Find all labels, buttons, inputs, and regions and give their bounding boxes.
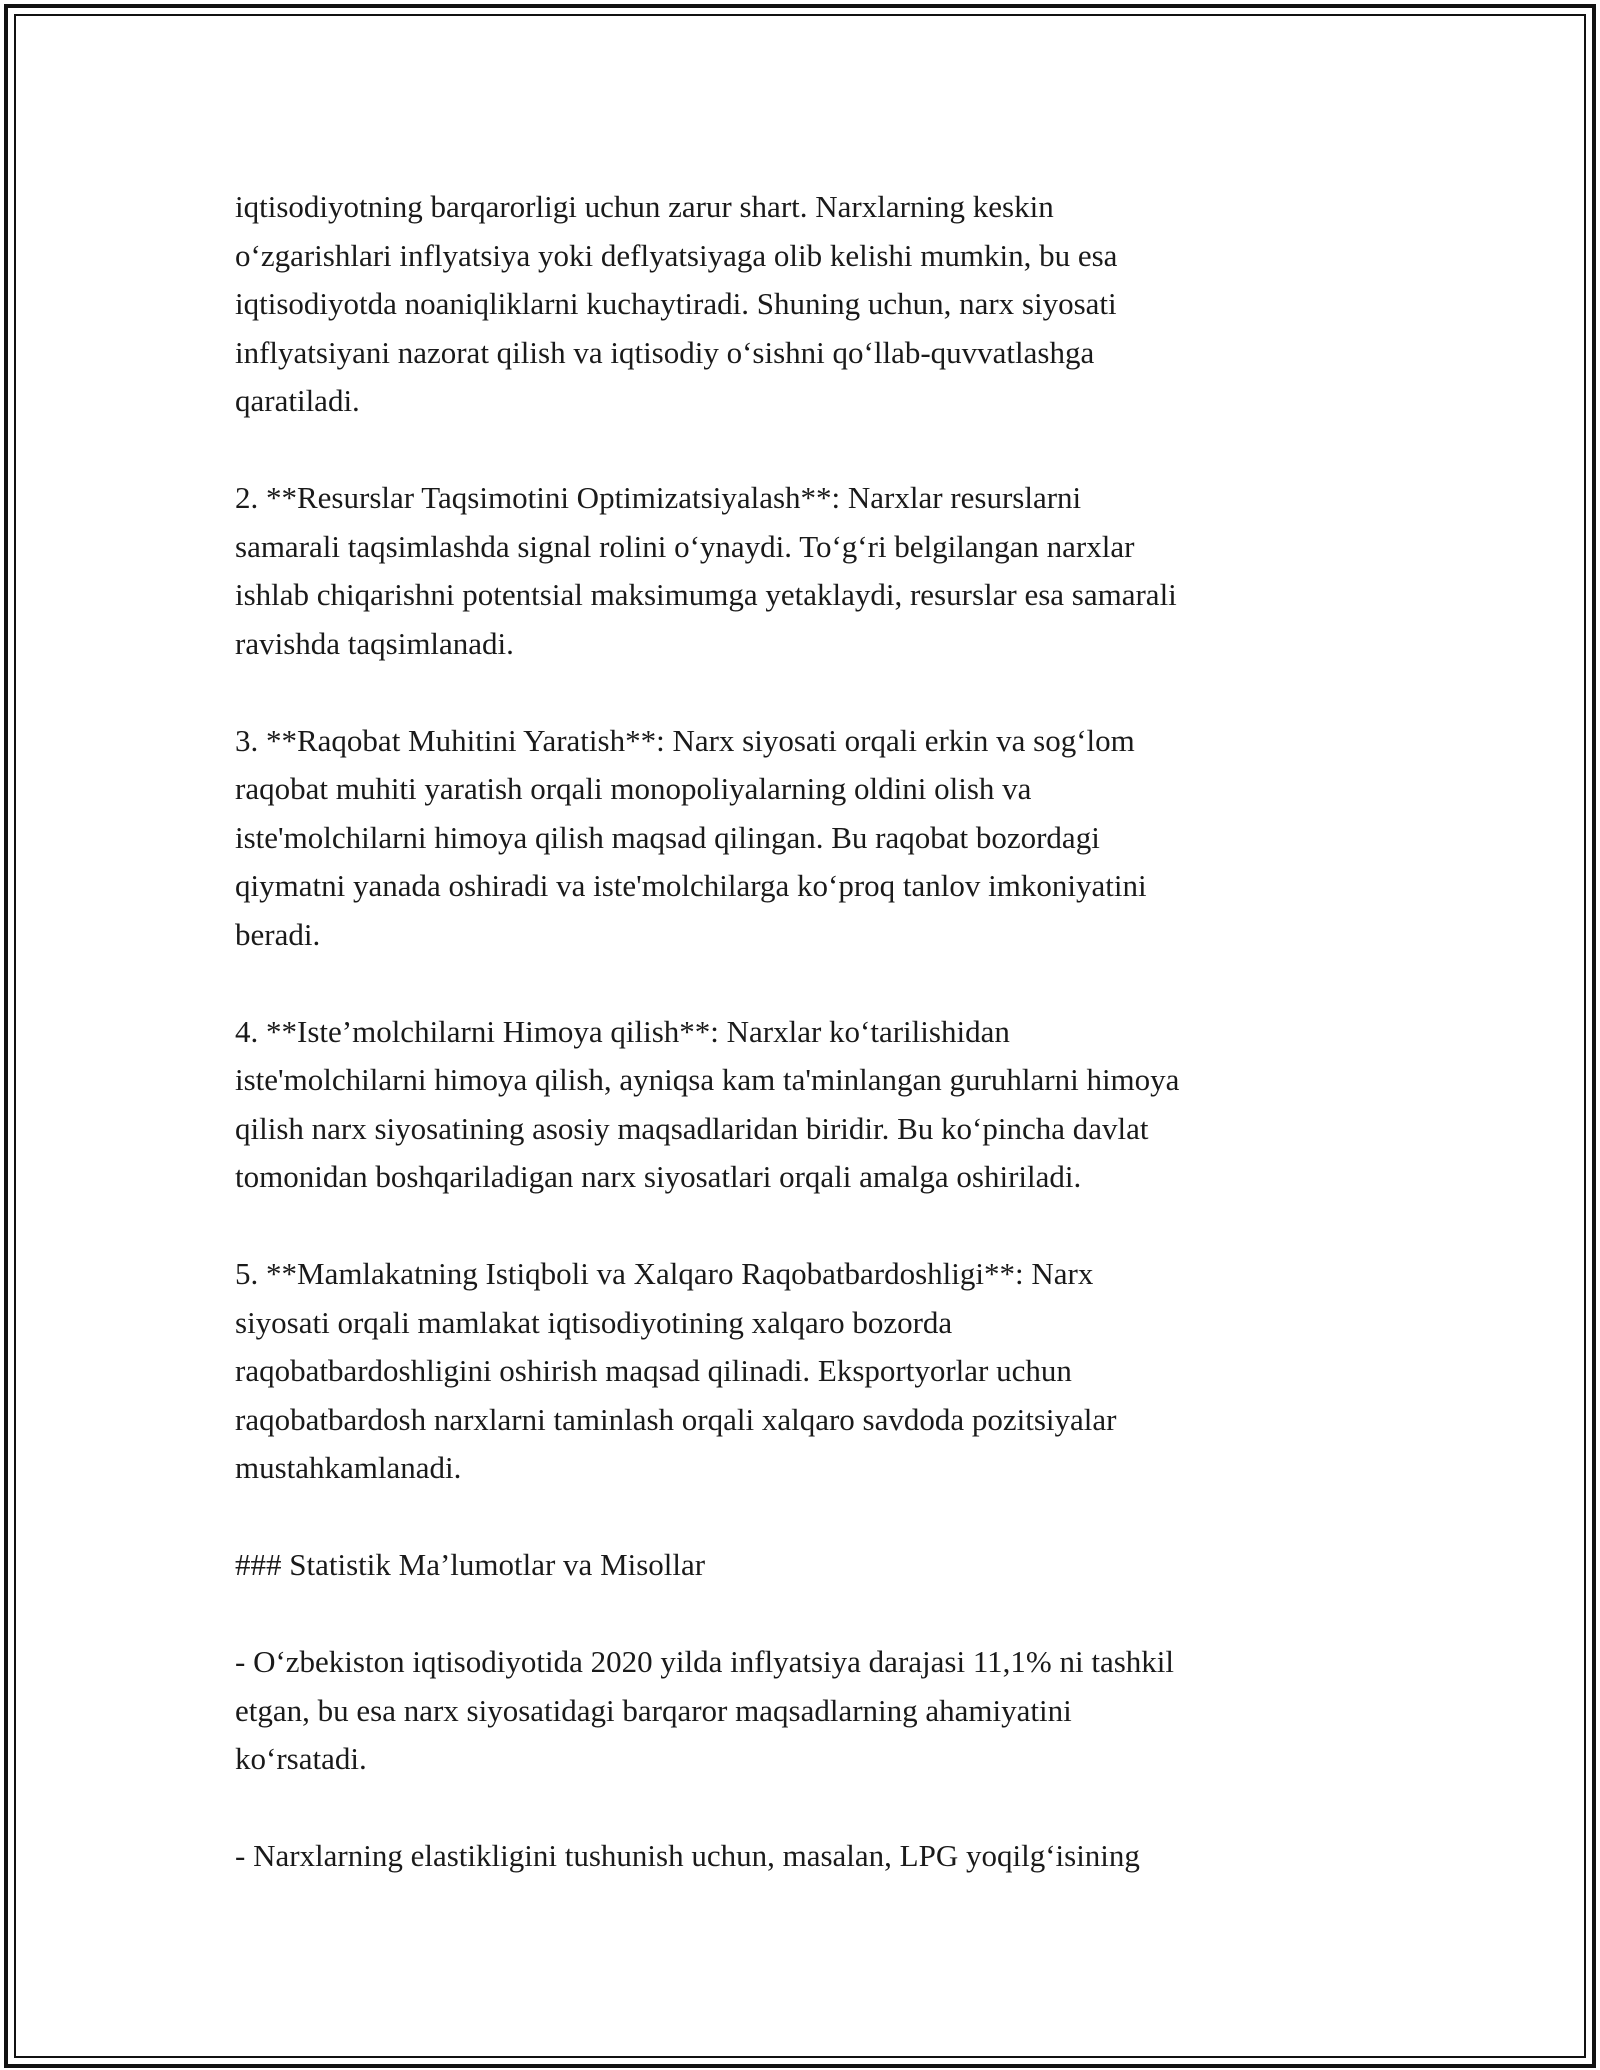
document-body	[235, 183, 1365, 1881]
paragraph-gap	[235, 959, 1365, 1008]
paragraph-gap	[235, 1784, 1365, 1833]
bullet-inflation-2020: - O‘zbekiston iqtisodiyotida 2020 yilda inflyatsiya darajasi 11,1% ni tashkil etgan, bu esa narx siyosatidagi barqaror maqsadlarning ahamiyatini ko‘rsatadi.	[235, 1644, 1175, 1776]
bullet-price-elasticity: - Narxlarning elastikligini tushunish uchun, masalan, LPG yoqilg‘isining	[235, 1838, 1140, 1873]
paragraph-gap	[235, 426, 1365, 475]
paragraph-item-4: 4. **Iste’molchilarni Himoya qilish**: Narxlar ko‘tarilishidan iste'molchilarni himoya qilish, ayniqsa kam ta'minlangan guruhlarni himoya qilish narx siyosatining asosiy maqsadlaridan biridir. Bu ko‘pincha davlat tomonidan boshqariladigan narx siyosatlari orqali amalga oshiriladi.	[235, 1013, 1180, 1194]
paragraph-gap	[235, 1202, 1365, 1251]
paragraph-item-2: 2. **Resurslar Taqsimotini Optimizatsiyalash**: Narxlar resurslarni samarali taqsimlashda signal rolini o‘ynaydi. To‘g‘ri belgilangan narxlar ishlab chiqarishni potentsial maksimumga yetaklaydi, resurslar esa samarali ravishda taqsimlanadi.	[235, 480, 1177, 661]
paragraph-gap	[235, 1493, 1365, 1542]
paragraph-item-3: 3. **Raqobat Muhitini Yaratish**: Narx siyosati orqali erkin va sog‘lom raqobat muhiti yaratish orqali monopoliyalarning oldini olish va iste'molchilarni himoya qilish maqsad qilingan. Bu raqobat bozordagi qiymatni yanada oshiradi va iste'molchilarga ko‘proq tanlov imkoniyatini beradi.	[235, 722, 1147, 952]
paragraph-intro-continuation: iqtisodiyotning barqarorligi uchun zarur shart. Narxlarning keskin o‘zgarishlari inflyatsiya yoki deflyatsiyaga olib kelishi mumkin, bu esa iqtisodiyotda noaniqliklarni kuchaytiradi. Shuning uchun, narx siyosati inflyatsiyani nazorat qilish va iqtisodiy o‘sishni qo‘llab-quvvatlashga qaratiladi.	[235, 189, 1118, 418]
paragraph-gap	[235, 1590, 1365, 1639]
paragraph-item-5: 5. **Mamlakatning Istiqboli va Xalqaro Raqobatbardoshligi**: Narx siyosati orqali mamlakat iqtisodiyotining xalqaro bozorda raqobatbardoshligini oshirish maqsad qilinadi. Eksportyorlar uchun raqobatbardosh narxlarni taminlash orqali xalqaro savdoda pozitsiyalar mustahkamlanadi.	[235, 1256, 1117, 1485]
paragraph-gap	[235, 668, 1365, 717]
section-heading-statistics: ### Statistik Ma’lumotlar va Misollar	[235, 1547, 706, 1582]
